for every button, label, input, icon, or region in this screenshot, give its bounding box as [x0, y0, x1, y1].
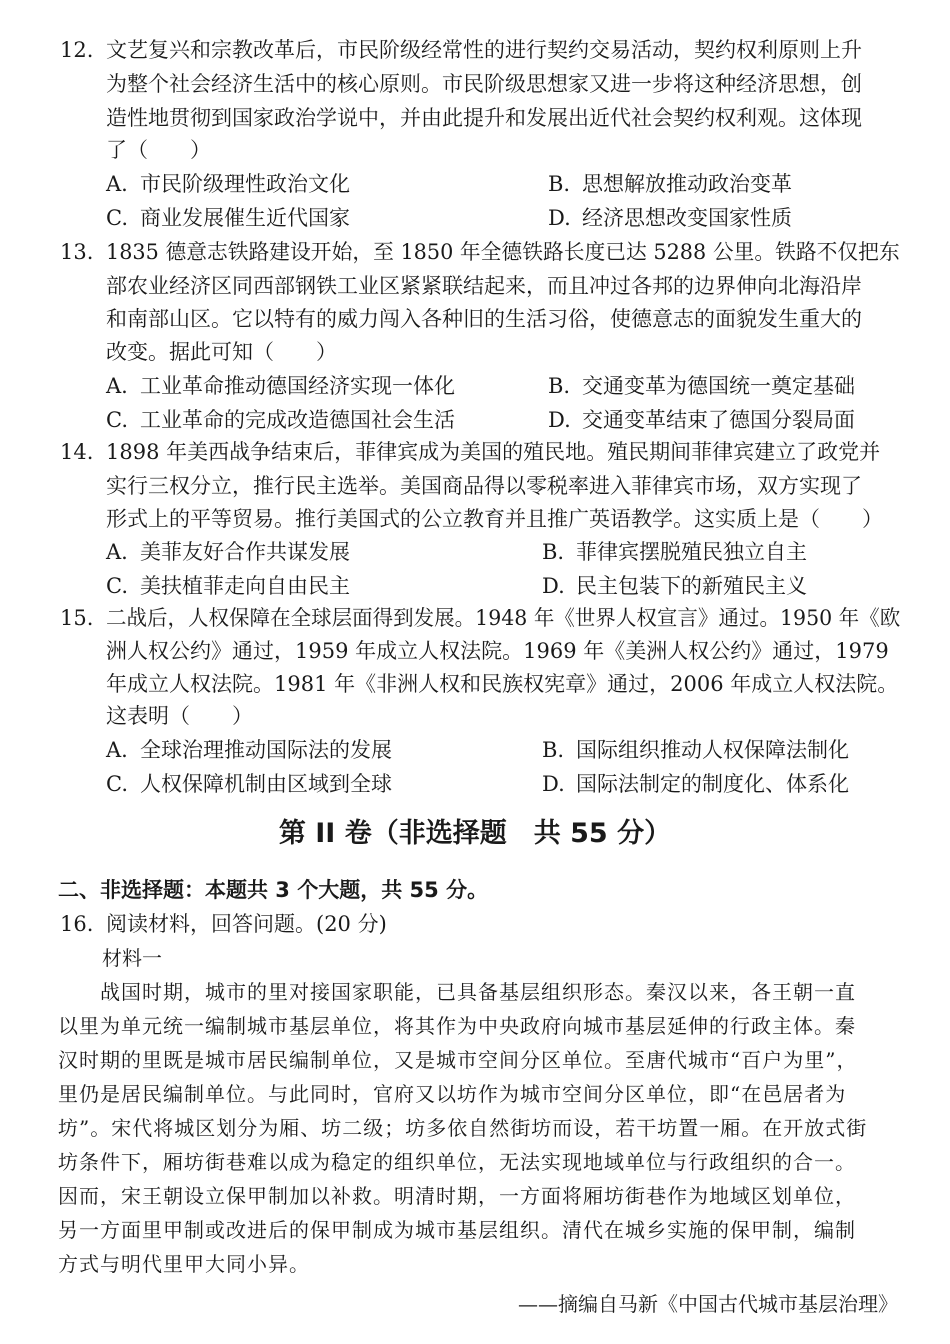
option-b: B. 交通变革为德国统一奠定基础: [548, 374, 855, 398]
material-line: 战国时期，城市的里对接国家职能，已具备基层组织形态。秦汉以来，各王朝一直: [100, 980, 856, 1004]
option-b: B. 国际组织推动人权保障法制化: [542, 738, 849, 762]
option-d: D. 国际法制定的制度化、体系化: [542, 772, 849, 796]
question-number: 13.: [60, 240, 94, 264]
option-a: A. 工业革命推动德国经济实现一体化: [106, 374, 455, 398]
material-line: 里仍是居民编制单位。与此同时，官府又以坊作为城市空间分区单位，即“在邑居者为: [58, 1082, 847, 1106]
question-prompt: 阅读材料，回答问题。(20 分): [106, 912, 387, 936]
option-c: C. 美扶植菲走向自由民主: [106, 574, 350, 598]
question-line: 洲人权公约》通过，1959 年成立人权法院。1969 年《美洲人权公约》通过，1979: [106, 639, 889, 663]
part-heading: 二、非选择题：本题共 3 个大题，共 55 分。: [58, 878, 489, 902]
question-line: 部农业经济区同西部钢铁工业区紧紧联结起来，而且冲过各邦的边界伸向北海沿岸: [106, 274, 862, 298]
option-c: C. 商业发展催生近代国家: [106, 206, 350, 230]
question-number: 14.: [60, 440, 94, 464]
question-line: 这表明（ ）: [106, 704, 253, 728]
section-title: 第 II 卷（非选择题 共 55 分）: [278, 818, 672, 849]
question-number: 15.: [60, 606, 94, 630]
option-c: C. 工业革命的完成改造德国社会生活: [106, 408, 455, 432]
question-number: 12.: [60, 38, 94, 62]
question-line: 文艺复兴和宗教改革后，市民阶级经常性的进行契约交易活动，契约权利原则上升: [106, 38, 862, 62]
question-line: 年成立人权法院。1981 年《非洲人权和民族权宪章》通过，2006 年成立人权法院。: [106, 672, 899, 696]
question-line: 1898 年美西战争结束后，菲律宾成为美国的殖民地。殖民期间菲律宾建立了政党并: [106, 440, 881, 464]
question-line: 1835 德意志铁路建设开始，至 1850 年全德铁路长度已达 5288 公里。铁路不仅把东: [106, 240, 900, 264]
question-line: 造性地贯彻到国家政治学说中，并由此提升和发展出近代社会契约权利观。这体现: [106, 106, 862, 130]
option-a: A. 市民阶级理性政治文化: [106, 172, 350, 196]
option-a: A. 美菲友好合作共谋发展: [106, 540, 350, 564]
material-line: 坊”。宋代将城区划分为厢、坊二级；坊多依自然街坊而设，若干坊置一厢。在开放式街: [58, 1116, 868, 1140]
question-line: 改变。据此可知（ ）: [106, 340, 337, 364]
material-line: 以里为单元统一编制城市基层单位，将其作为中央政府向城市基层延伸的行政主体。秦: [58, 1014, 856, 1038]
material-source: ——摘编自马新《中国古代城市基层治理》: [518, 1292, 898, 1316]
option-b: B. 菲律宾摆脱殖民独立自主: [542, 540, 807, 564]
option-c: C. 人权保障机制由区域到全球: [106, 772, 392, 796]
question-line: 为整个社会经济生活中的核心原则。市民阶级思想家又进一步将这种经济思想，创: [106, 72, 862, 96]
material-line: 因而，宋王朝设立保甲制加以补救。明清时期，一方面将厢坊街巷作为地域区划单位，: [58, 1184, 856, 1208]
option-d: D. 民主包装下的新殖民主义: [542, 574, 807, 598]
question-line: 实行三权分立，推行民主选举。美国商品得以零税率进入菲律宾市场，双方实现了: [106, 474, 862, 498]
material-line: 汉时期的里既是城市居民编制单位，又是城市空间分区单位。至唐代城市“百户为里”，: [58, 1048, 858, 1072]
option-d: D. 交通变革结束了德国分裂局面: [548, 408, 855, 432]
option-b: B. 思想解放推动政治变革: [548, 172, 792, 196]
question-number: 16.: [60, 912, 94, 936]
material-line: 方式与明代里甲大同小异。: [58, 1252, 310, 1276]
material-line: 另一方面里甲制或改进后的保甲制成为城市基层组织。清代在城乡实施的保甲制，编制: [58, 1218, 856, 1242]
question-line: 形式上的平等贸易。推行美国式的公立教育并且推广英语教学。这实质上是（ ）: [106, 507, 883, 531]
question-line: 二战后，人权保障在全球层面得到发展。1948 年《世界人权宣言》通过。1950 年《欧: [106, 606, 901, 630]
material-label: 材料一: [102, 946, 162, 970]
question-line: 和南部山区。它以特有的威力闯入各种旧的生活习俗，使德意志的面貌发生重大的: [106, 307, 862, 331]
option-d: D. 经济思想改变国家性质: [548, 206, 792, 230]
material-line: 坊条件下，厢坊街巷难以成为稳定的组织单位，无法实现地域单位与行政组织的合一。: [58, 1150, 856, 1174]
option-a: A. 全球治理推动国际法的发展: [106, 738, 392, 762]
question-line: 了（ ）: [106, 138, 211, 162]
